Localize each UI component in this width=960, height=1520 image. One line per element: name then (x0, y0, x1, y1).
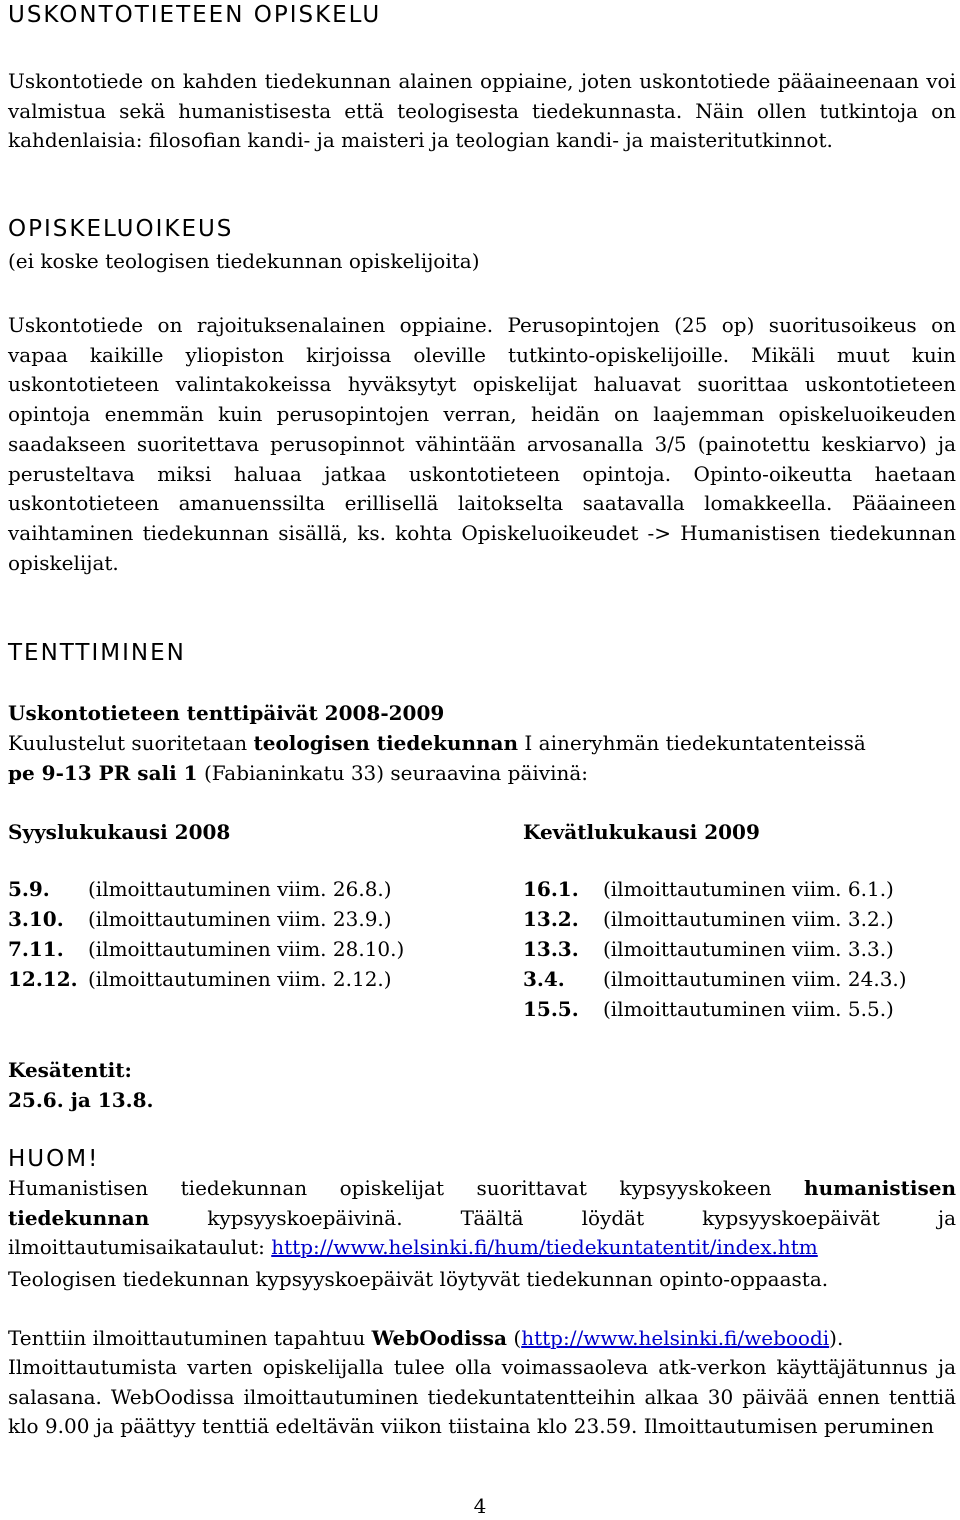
summer-exams-label: Kesätentit: (8, 1058, 132, 1082)
note-heading: HUOM! (8, 1146, 100, 1172)
table-row: 5.9. (ilmoittautuminen viim. 26.8.) (8, 877, 392, 901)
rights-heading: OPISKELUOIKEUS (8, 216, 234, 242)
table-row: 15.5. (ilmoittautuminen viim. 5.5.) (523, 997, 894, 1021)
table-row: 12.12. (ilmoittautuminen viim. 2.12.) (8, 967, 392, 991)
page-title: USKONTOTIETEEN OPISKELU (8, 2, 382, 28)
table-row: 13.3. (ilmoittautuminen viim. 3.3.) (523, 937, 894, 961)
hum-exams-link[interactable]: http://www.helsinki.fi/hum/tiedekuntatentit/index.htm (271, 1235, 818, 1260)
note-paragraph-4: Ilmoittautumista varten opiskelijalla tulee olla voimassaoleva atk-verkon käyttäjätunnus ja salasana. WebOodissa ilmoittautuminen tiedekuntatentteihin alkaa 30 päivää ennen tenttiä klo 9.00 ja päättyy tenttiä edeltävän viikon tiistaina klo 23.59. Ilmoittautumisen peruminen (8, 1355, 956, 1439)
table-row: 16.1. (ilmoittautuminen viim. 6.1.) (523, 877, 894, 901)
autumn-dates-table (8, 877, 404, 997)
rights-paragraph: Uskontotiede on rajoituksenalainen oppiaine. Perusopintojen (25 op) suoritusoikeus on vapaa kaikille yliopiston kirjoissa oleville tutkinto-opiskelijoille. Mikäli muut kuin uskontotieteen valintakokeissa hyväksytyt opiskelijat haluavat suorittaa uskontotieteen opintoja enemmän kuin perusopintojen verran, heidän on laajemman opiskeluoikeuden saadakseen suoritettava perusopinnot vähintään arvosanalla 3/5 (painotettu keskiarvo) ja perusteltava miksi haluaa jatkaa uskontotieteen opintoja. Opinto-oikeutta haetaan uskontotieteen amanuenssilta erillisellä laitokselta saatavalla lomakkeella. Pääaineen vaihtaminen tiedekunnan sisällä, ks. kohta Opiskeluoikeudet -> Humanistisen tiedekunnan opiskelijat. (8, 313, 956, 575)
exam-dates-title: Uskontotieteen tenttipäivät 2008-2009 (8, 701, 445, 725)
note-paragraph-2: Teologisen tiedekunnan kypsyyskoepäivät löytyvät tiedekunnan opinto-oppaasta. (8, 1267, 829, 1291)
table-row: 13.2. (ilmoittautuminen viim. 3.2.) (523, 907, 894, 931)
table-row: 7.11. (ilmoittautuminen viim. 28.10.) (8, 937, 405, 961)
exams-heading: TENTTIMINEN (8, 640, 186, 666)
spring-title: Kevätlukukausi 2009 (523, 820, 760, 844)
intro-paragraph: Uskontotiede on kahden tiedekunnan alainen oppiaine, joten uskontotiede pääaineenaan voi valmistua sekä humanistisesta että teologisesta tiedekunnasta. Näin ollen tutkintoja on kahdenlaisia: filosofian kandi- ja maisteri ja teologian kandi- ja maisteritutkinnot. (8, 69, 956, 153)
autumn-title: Syyslukukausi 2008 (8, 820, 231, 844)
page-number: 4 (473, 1494, 487, 1518)
spring-dates-table (523, 877, 907, 1027)
summer-exams-dates: 25.6. ja 13.8. (8, 1088, 154, 1112)
autumn-semester (8, 817, 404, 997)
table-row: 3.10. (ilmoittautuminen viim. 23.9.) (8, 907, 392, 931)
weboodi-link[interactable]: http://www.helsinki.fi/weboodi (521, 1326, 830, 1350)
note-paragraph-1: Humanistisen tiedekunnan opiskelijat suorittavat kypsyyskokeen humanistisen tiedekunnan kypsyyskoepäivinä. Täältä löydät kypsyyskoepäivät ja ilmoittautumisaikataulut: http://www.helsinki.fi/hum/tiedekuntatentit/index.htm (8, 1176, 956, 1260)
table-row: 3.4. (ilmoittautuminen viim. 24.3.) (523, 967, 907, 991)
exam-room-line: pe 9-13 PR sali 1 (Fabianinkatu 33) seuraavina päivinä: (8, 761, 589, 785)
note-paragraph-3: Tenttiin ilmoittautuminen tapahtuu WebOodissa (http://www.helsinki.fi/weboodi). (8, 1326, 844, 1350)
rights-subheading: (ei koske teologisen tiedekunnan opiskelijoita) (8, 249, 480, 273)
spring-semester (523, 817, 907, 1027)
exam-location-line: Kuulustelut suoritetaan teologisen tiedekunnan I aineryhmän tiedekuntatenteissä (8, 731, 866, 755)
